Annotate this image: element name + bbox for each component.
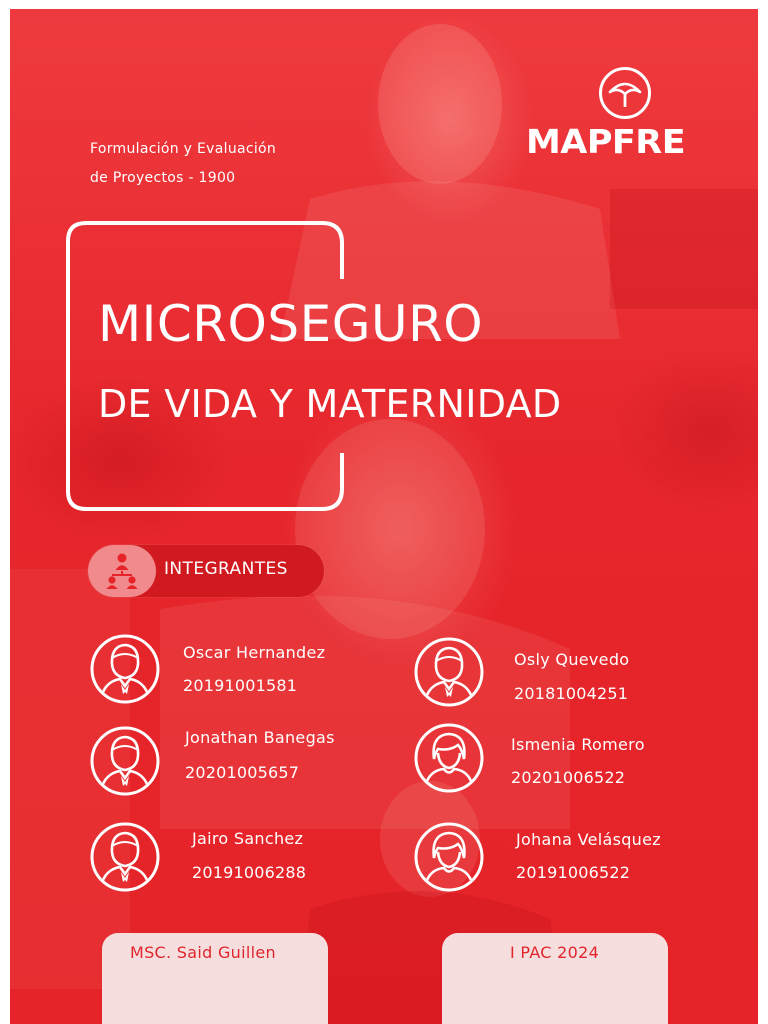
member-id: 20191001581	[183, 676, 298, 695]
course-line-2: de Proyectos - 1900	[90, 170, 236, 186]
member-id: 20181004251	[514, 684, 629, 703]
member-name: Ismenia Romero	[511, 735, 645, 754]
male-avatar-icon	[90, 726, 160, 796]
teacher-name: MSC. Said Guillen	[130, 943, 276, 962]
team-icon-holder	[88, 545, 156, 597]
members-section-badge	[88, 545, 324, 597]
members-section-label: INTEGRANTES	[164, 559, 288, 579]
main-subtitle: DE VIDA Y MATERNIDAD	[98, 382, 562, 426]
team-hierarchy-icon	[88, 545, 156, 597]
member-name: Oscar Hernandez	[183, 643, 326, 662]
male-avatar-icon	[90, 634, 160, 704]
male-avatar-icon	[414, 637, 484, 707]
course-subtitle	[90, 135, 276, 193]
male-avatar-icon	[90, 822, 160, 892]
member-name: Johana Velásquez	[516, 830, 661, 849]
brand-logo-text: MAPFRE	[526, 122, 686, 161]
mapfre-emblem-icon	[598, 66, 652, 120]
member-id: 20191006288	[192, 863, 307, 882]
period-label: I PAC 2024	[510, 943, 600, 962]
member-id: 20201006522	[511, 768, 626, 787]
member-id: 20191006522	[516, 863, 631, 882]
member-name: Osly Quevedo	[514, 650, 630, 669]
document-cover	[10, 9, 758, 1024]
course-line-1: Formulación y Evaluación	[90, 141, 277, 157]
member-name: Jairo Sanchez	[192, 829, 304, 848]
member-id: 20201005657	[185, 763, 300, 782]
title-frame	[66, 221, 344, 511]
member-name: Jonathan Banegas	[185, 728, 335, 747]
female-avatar-icon	[414, 723, 484, 793]
female-avatar-icon	[414, 822, 484, 892]
main-title: MICROSEGURO	[98, 295, 484, 353]
